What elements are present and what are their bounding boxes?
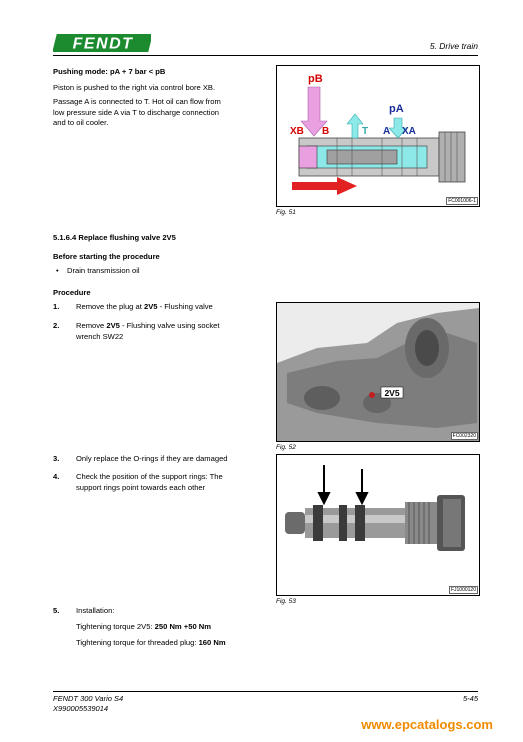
t-up-arrow <box>347 114 363 138</box>
footer-model: FENDT 300 Vario S4 <box>53 694 124 703</box>
step-2-text-line1: Remove 2V5 - Flushing valve using socket <box>76 321 220 330</box>
label-2v5: 2V5 <box>384 388 400 398</box>
before-heading: Before starting the procedure <box>53 252 160 261</box>
pushing-para1: Piston is pushed to the right via control bore XB. <box>53 83 216 92</box>
pushing-para2-line3: and to oil cooler. <box>53 118 109 127</box>
step-5-number: 5. <box>53 606 60 615</box>
label-b: B <box>322 126 330 137</box>
step-4-text-line2: support rings point towards each other <box>76 482 206 492</box>
figure-53-id: FJ1000120 <box>450 587 476 593</box>
chapter-title: 5. Drive train <box>429 41 478 51</box>
bullet-drain-oil: Drain transmission oil <box>67 266 140 275</box>
procedure-heading: Procedure <box>53 288 91 297</box>
torque-plug: Tightening torque for threaded plug: 160 Nm <box>76 638 226 647</box>
pushing-heading: Pushing mode: pA + 7 bar < pB <box>53 67 166 76</box>
figure-51 <box>276 65 480 207</box>
step-2-text-line2: wrench SW22 <box>76 331 124 341</box>
label-pa: pA <box>389 103 404 115</box>
label-t: T <box>362 126 369 137</box>
flushing-valve-diagram <box>277 66 479 206</box>
flow-right-arrow <box>292 177 357 195</box>
watermark-link[interactable]: www.epcatalogs.com <box>361 717 493 732</box>
figure-51-id: FC001006-1 <box>448 198 476 204</box>
pushing-para2-line1: Passage A is connected to T. Hot oil can flow from <box>53 97 221 106</box>
pushing-para2-line2: low pressure side A via T to discharge connection <box>53 107 220 117</box>
flushing-valve-photo <box>277 455 479 595</box>
step-1-text: Remove the plug at 2V5 - Flushing valve <box>76 302 213 311</box>
step-4-number: 4. <box>53 472 60 481</box>
label-xb: XB <box>290 126 304 137</box>
footer-doc-number: X990005539014 <box>53 704 109 713</box>
step-1-number: 1. <box>53 302 60 311</box>
header-rule <box>53 55 478 56</box>
figure-52 <box>276 302 480 442</box>
step-3-text: Only replace the O-rings if they are damaged <box>76 454 228 463</box>
step-2-number: 2. <box>53 321 60 330</box>
step-3-number: 3. <box>53 454 60 463</box>
label-pb: pB <box>308 73 323 85</box>
fendt-logo <box>53 33 151 53</box>
footer-rule <box>53 691 478 692</box>
step-4-text-line1: Check the position of the support rings: The <box>76 472 223 481</box>
label-a: A <box>383 126 391 137</box>
transmission-photo <box>277 303 479 441</box>
figure-53-caption: Fig. 53 <box>276 598 296 605</box>
replace-heading: 5.1.6.4 Replace flushing valve 2V5 <box>53 233 176 242</box>
bullet-marker: • <box>56 266 59 275</box>
figure-51-caption: Fig. 51 <box>276 209 296 216</box>
footer-page-number: 5-45 <box>462 694 478 703</box>
figure-52-id: FC002320 <box>452 433 476 439</box>
label-xa: XA <box>402 126 416 137</box>
torque-2v5: Tightening torque 2V5: 250 Nm +50 Nm <box>76 622 212 631</box>
figure-53 <box>276 454 480 596</box>
step-5-text: Installation: <box>76 606 115 615</box>
brand-text: FENDT <box>72 35 134 53</box>
figure-52-caption: Fig. 52 <box>276 444 296 451</box>
